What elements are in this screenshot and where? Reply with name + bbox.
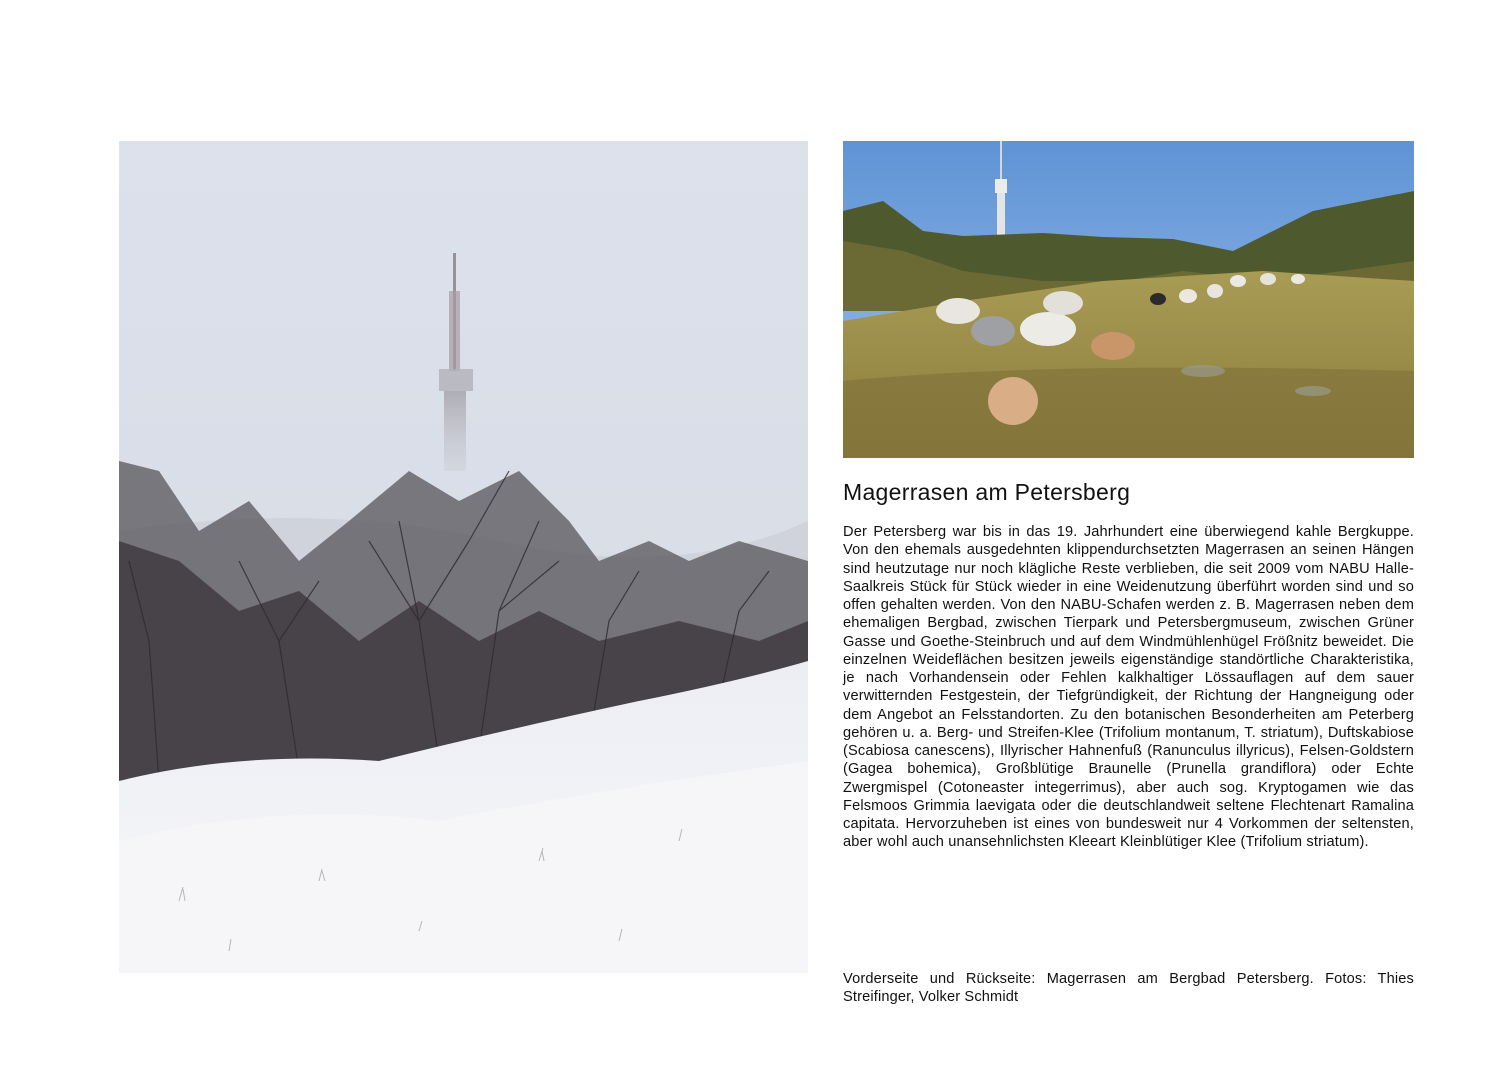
body-paragraph: Der Petersberg war bis in das 19. Jahrhundert eine überwiegend kahle Bergkuppe. Von den ehemals ausgedehnten klippendurchsetzten Magerrasen an seinen Hängen sind heutzutage nur noch klägliche Reste verblieben, die seit 2009 vom NABU Halle-Saalkreis Stück für Stück wieder in eine Weidenutzung überführt worden sind und so offen gehalten werden. Von den NABU-Schafen werden z. B. Magerrasen neben dem ehemaligen Bergbad, zwischen Tierpark und Petersbergmuseum, zwischen Grüner Gasse und Goethe-Steinbruch und auf dem Windmühlenhügel Frößnitz beweidet. Die einzelnen Weideflächen besitzen jeweils eigenständige standörtliche Charakteristika, je nach Vorhandensein oder Fehlen kalkhaltiger Lössauflagen auf dem sauer verwitternden Festgestein, der Tiefgründigkeit, der Richtung der Hangneigung oder dem Angebot an Felsstandorten. Zu den botanischen Besonderheiten am Peterberg gehören u. a. Berg- und Streifen-Klee (Trifolium montanum, T. striatum), Duftskabiose (Scabiosa canescens), Illyrischer Hahnenfuß (Ranunculus illyricus), Felsen-Goldstern (Gagea bohemica), Großblütige Braunelle (Prunella grandiflora) oder Echte Zwergmispel (Cotoneaster integerrimus), aber auch sog. Kryptogamen wie das Felsmoos Grimmia laevigata oder die deutschlandweit seltene Flechtenart Ramalina capitata. Hervorzuheben ist eines von bundesweit nur 4 Vorkommen der seltensten, aber wohl auch unansehnlichsten Kleeart Kleinblütiger Klee (Trifolium striatum). bbox=[843, 524, 1414, 851]
photo-caption: Vorderseite und Rückseite: Magerrasen am Bergbad Petersberg. Fotos: Thies Streifinger, Volker Schmidt bbox=[843, 971, 1414, 1006]
winter-fog-tower-image bbox=[119, 141, 808, 973]
sheep-pasture-image bbox=[843, 141, 1414, 458]
winter-fog-tower-photo bbox=[119, 141, 808, 973]
page-title: Magerrasen am Petersberg bbox=[843, 479, 1131, 505]
sheep-pasture-photo bbox=[843, 141, 1414, 458]
